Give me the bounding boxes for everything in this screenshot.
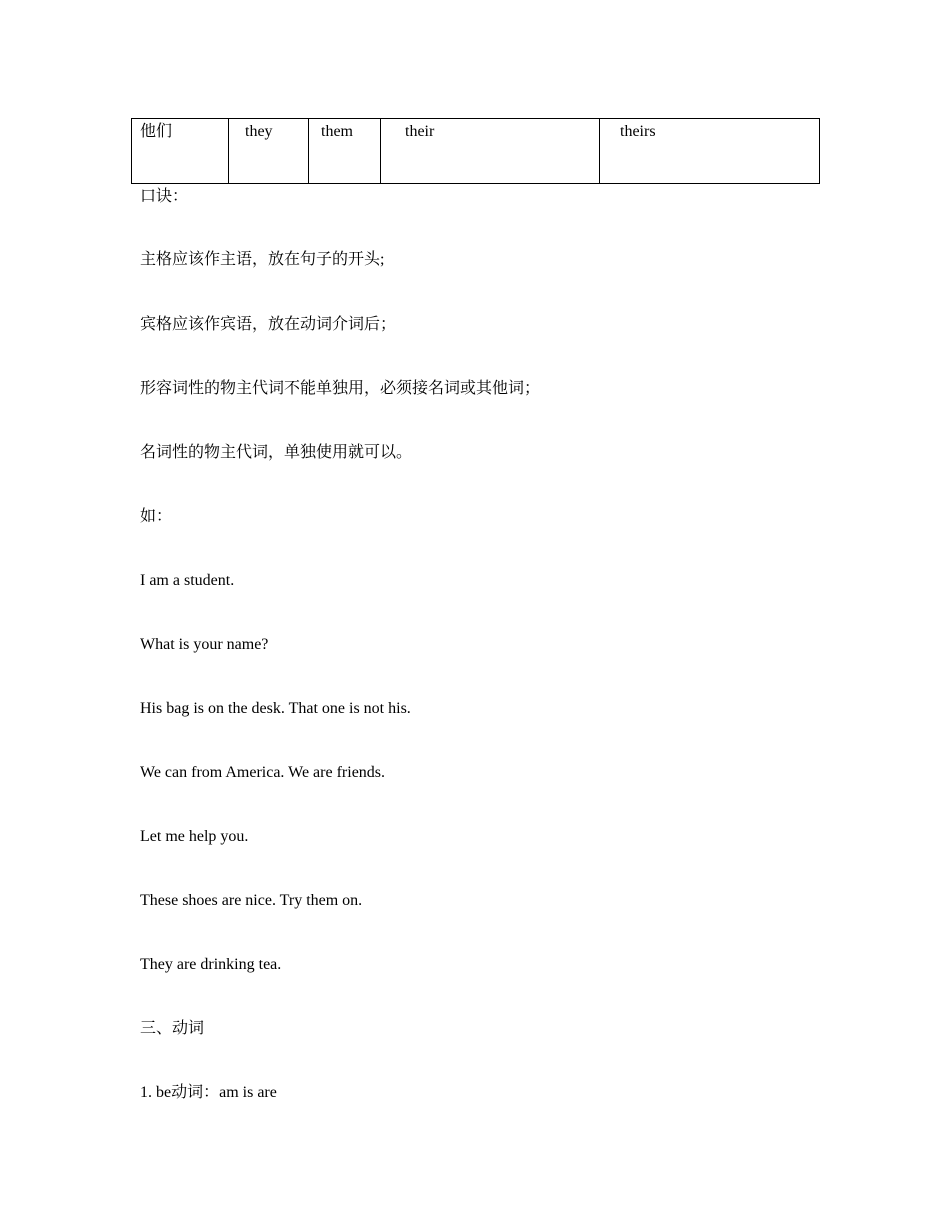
subsection-be-verbs: 1. be动词：am is are <box>140 1084 277 1101</box>
pronoun-table <box>131 118 820 184</box>
example-sentence: These shoes are nice. Try them on. <box>140 892 363 909</box>
rule-possessive-pronoun: 名词性的物主代词，单独使用就可以。 <box>140 444 413 461</box>
rule-object-case: 宾格应该作宾语，放在动词介词后； <box>140 316 397 333</box>
table-cell-object: them <box>309 119 381 184</box>
example-sentence: They are drinking tea. <box>140 956 282 973</box>
mnemonic-heading: 口诀： <box>140 188 189 205</box>
table-cell-possessive-adjective: their <box>381 119 600 184</box>
example-sentence: I am a student. <box>140 572 235 589</box>
example-sentence: His bag is on the desk. That one is not his. <box>140 700 411 717</box>
table-cell-possessive-pronoun: theirs <box>600 119 820 184</box>
table-cell-subject: they <box>229 119 309 184</box>
table-row <box>132 119 820 184</box>
example-sentence: Let me help you. <box>140 828 249 845</box>
rule-subject-case: 主格应该作主语，放在句子的开头; <box>140 251 385 268</box>
rule-possessive-adjective: 形容词性的物主代词不能单独用，必须接名词或其他词； <box>140 380 541 397</box>
example-sentence: We can from America. We are friends. <box>140 764 386 781</box>
example-sentence: What is your name? <box>140 636 269 653</box>
section-heading-verbs: 三、动词 <box>140 1020 205 1037</box>
table-cell-chinese: 他们 <box>132 119 229 184</box>
examples-heading: 如： <box>140 508 173 525</box>
